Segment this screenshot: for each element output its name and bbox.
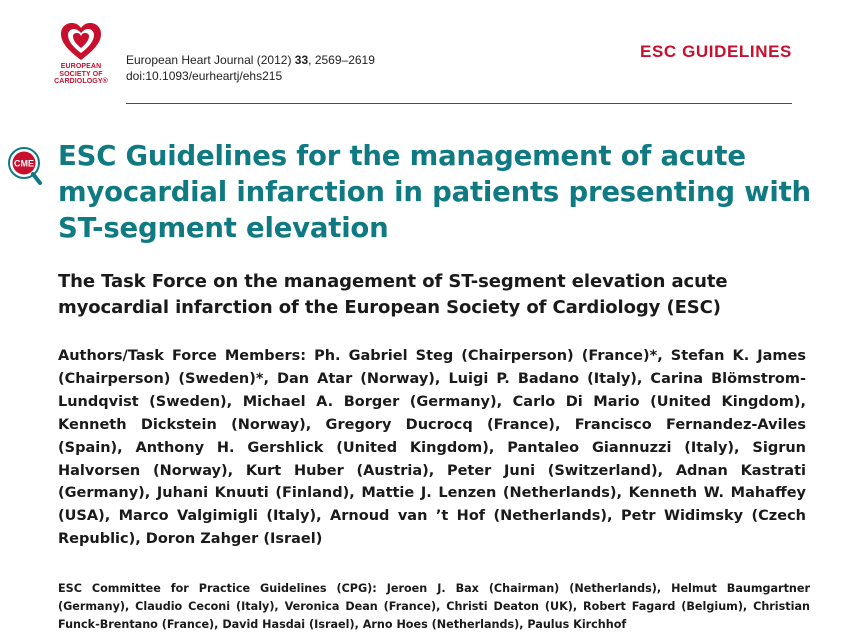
journal-name: European Heart Journal — [126, 53, 254, 67]
logo-text: EUROPEAN SOCIETY OF CARDIOLOGY® — [54, 63, 108, 85]
section-label: ESC GUIDELINES — [640, 42, 792, 61]
journal-citation — [126, 52, 375, 84]
doi: doi:10.1093/eurheartj/ehs215 — [126, 69, 283, 83]
journal-pages: , 2569–2619 — [308, 53, 375, 67]
cme-badge — [7, 146, 43, 186]
header-divider — [126, 103, 792, 104]
cme-magnifier-icon — [7, 146, 43, 186]
cme-label: CME — [14, 158, 34, 169]
journal-reference — [126, 52, 375, 68]
author-list: Authors/Task Force Members: Ph. Gabriel Steg (Chairperson) (France)*, Stefan K. James (Chairperson) (Sweden)*, Dan Atar (Norway), Luigi P. Badano (Italy), Carina Blömstrom-Lundqvist (Sweden), Michael A. Borger (Germany), Carlo Di Mario (United Kingdom), Kenneth Dickstein (Norway), Gregory Ducrocq (France), Francisco Fernandez-Aviles (Spain), Anthony H. Gershlick (United Kingdom), Pantaleo Giannuzzi (Italy), Sigrun Halvorsen (Norway), Kurt Huber (Austria), Peter Juni (Switzerland), Adnan Kastrati (Germany), Juhani Knuuti (Finland), Mattie J. Lenzen (Netherlands), Kenneth W. Mahaffey (USA), Marco Valgimigli (Italy), Arnoud van ’t Hof (Netherlands), Petr Widimsky (Czech Republic), Doron Zahger (Israel) — [58, 348, 806, 548]
cpg-committee: ESC Committee for Practice Guidelines (CPG): Jeroen J. Bax (Chairman) (Netherlands), Helmut Baumgartner (Germany), Claudio Ceconi (Italy), Veronica Dean (France), Christi Deaton (UK), Robert Fagard (Belgium), Christian Funck-Brentano (France), David Hasdai (Israel), Arno Hoes (Netherlands), Paulus Kirchhof — [58, 582, 810, 631]
journal-volume: 33 — [294, 53, 309, 67]
journal-year: (2012) — [256, 53, 292, 67]
article-title: ESC Guidelines for the management of acute myocardial infarction in patients presenting with ST-segment elevation — [58, 140, 811, 244]
heart-icon — [59, 22, 103, 62]
esc-logo — [50, 22, 112, 100]
article-subtitle: The Task Force on the management of ST-segment elevation acute myocardial infarction of the European Society of Cardiology (ESC) — [58, 271, 728, 318]
